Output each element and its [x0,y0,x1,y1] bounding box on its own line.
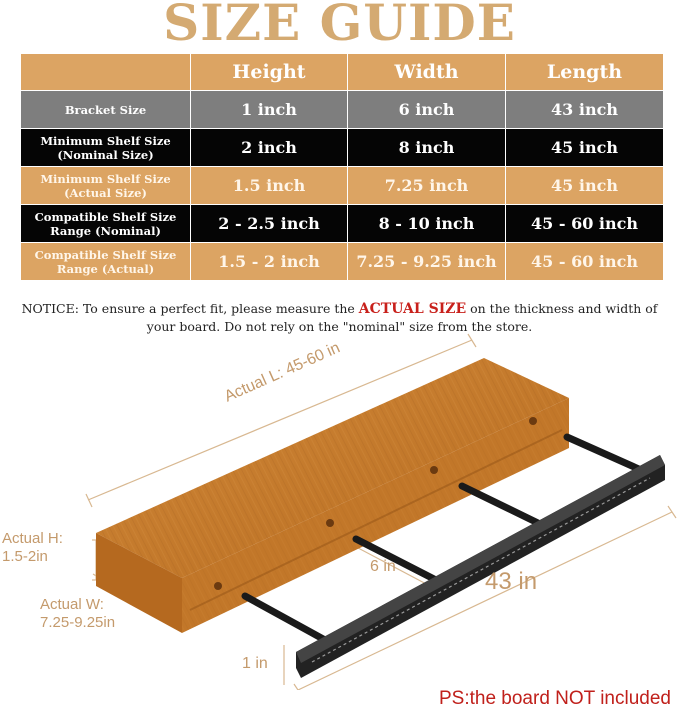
actual-width-line1: Actual W: [40,596,104,613]
row-length-cell: 45 inch [506,167,664,205]
row-label-line2: Range (Actual) [56,261,155,276]
notice-prefix: NOTICE: To ensure a perfect fit, please measure the [21,301,355,316]
row-length-cell: 45 - 60 inch [506,243,664,281]
bracket-length-label [485,568,537,596]
row-height-cell: 1.5 - 2 inch [191,243,348,281]
row-label [21,129,191,167]
actual-width-label [40,596,115,632]
bracket-depth-text: 6 in [370,558,396,575]
table-row [21,91,664,129]
table-header-row [21,54,664,91]
row-length-cell: 43 inch [506,91,664,129]
row-width-cell: 7.25 - 9.25 inch [348,243,506,281]
row-label-line2: Range (Nominal) [50,223,161,238]
table-row [21,129,664,167]
row-width-cell: 8 inch [348,129,506,167]
bracket-length-text: 43 in [485,568,538,595]
row-length-cell: 45 inch [506,129,664,167]
notice-line2: your board. Do not rely on the "nominal" size from the store. [146,319,533,334]
row-height-cell: 1 inch [191,91,348,129]
row-height-cell: 2 inch [191,129,348,167]
row-label-line2: (Nominal Size) [57,147,154,162]
row-label-line1: Compatible Shelf Size [34,209,177,224]
size-guide-table [20,53,664,281]
row-label [21,205,191,243]
row-label [21,167,191,205]
notice-highlight: ACTUAL SIZE [358,301,467,317]
row-width-cell: 6 inch [348,91,506,129]
bracket-height-text: 1 in [242,655,268,672]
row-label-line1: Minimum Shelf Size [40,171,171,186]
row-width-cell: 7.25 inch [348,167,506,205]
row-label-line2: (Actual Size) [64,185,147,200]
header-cell-length: Length [506,54,664,91]
actual-height-label [2,530,63,566]
row-label-line1: Bracket Size [64,102,147,117]
row-length-cell: 45 - 60 inch [506,205,664,243]
header-cell-width: Width [348,54,506,91]
notice-suffix: on the thickness and width of [470,301,658,316]
row-label-line1: Compatible Shelf Size [34,247,177,262]
actual-height-line2: 1.5-2in [2,548,48,565]
bracket-depth-label [370,558,396,576]
table-row [21,167,664,205]
actual-length-text: Actual L: 45-60 in [222,339,343,406]
row-height-cell: 2 - 2.5 inch [191,205,348,243]
actual-height-line1: Actual H: [2,530,63,547]
row-label [21,91,191,129]
size-guide-title: SIZE GUIDE [163,0,516,52]
table-row [21,205,664,243]
row-label-line1: Minimum Shelf Size [40,133,171,148]
board-not-included-note: PS:the board NOT included [438,688,671,709]
row-label [21,243,191,281]
shelf-diagram [0,330,679,690]
header-cell-empty [21,54,191,91]
row-width-cell: 8 - 10 inch [348,205,506,243]
bracket-height-label [242,655,268,673]
header-cell-height: Height [191,54,348,91]
actual-width-line2: 7.25-9.25in [40,614,116,631]
row-height-cell: 1.5 inch [191,167,348,205]
table-row [21,243,664,281]
